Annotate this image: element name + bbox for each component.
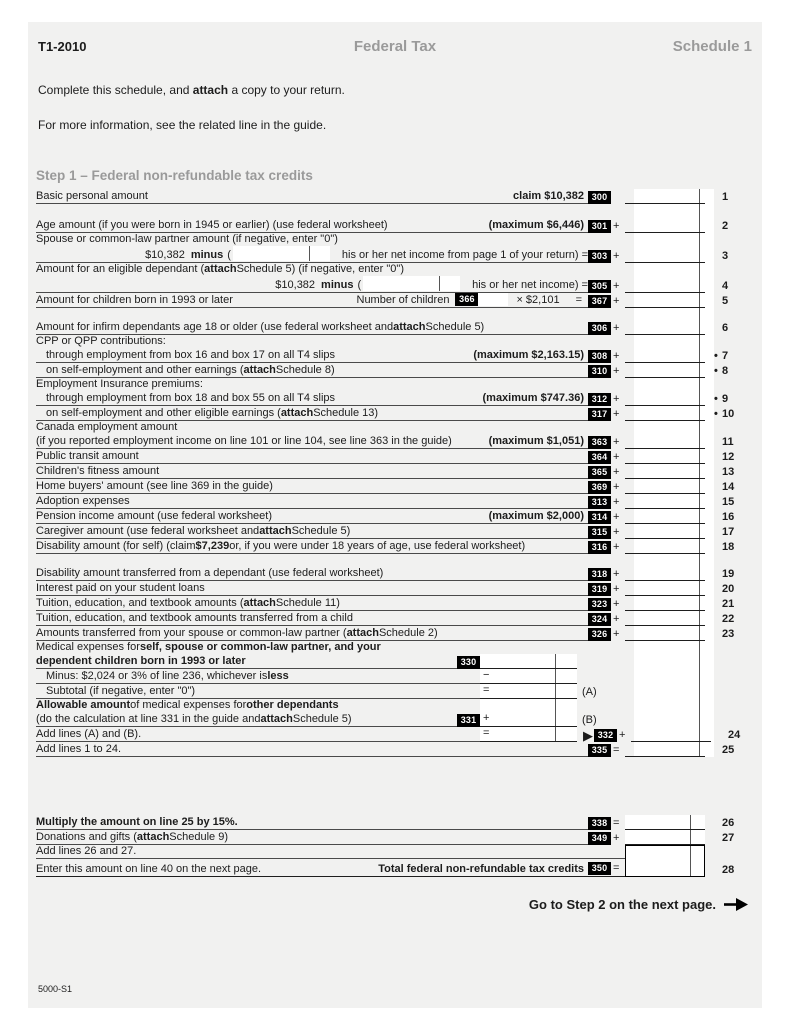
label-row xyxy=(36,233,756,246)
line-313-code-box: 313 xyxy=(588,496,611,509)
line-number-8: 8 xyxy=(722,365,729,377)
row-number xyxy=(705,598,756,611)
row-line-16 xyxy=(36,509,756,524)
line-number-2: 2 xyxy=(722,220,729,232)
row-line-14 xyxy=(36,479,756,494)
line-363-code-box: 363 xyxy=(588,436,611,449)
row-line-6 xyxy=(36,320,756,335)
line-number-18: 18 xyxy=(722,541,735,553)
line-303-amount-field[interactable] xyxy=(625,246,705,263)
medical-row xyxy=(36,669,756,684)
row-label: Tuition, education, and textbook amounts ( attach Schedule 11) xyxy=(36,596,588,611)
row-label: Add lines (A) and (B). xyxy=(36,727,456,742)
row-line-5 xyxy=(36,293,756,308)
cents-divider xyxy=(439,276,440,291)
line-315-code-box: 315 xyxy=(588,526,611,539)
row-label: Donations and gifts ( attach Schedule 9) xyxy=(36,830,588,845)
row-label: Allowable amount of medical expenses for other dependants xyxy=(36,699,339,711)
row-number xyxy=(705,466,756,479)
row-line-20 xyxy=(36,581,756,596)
row-number xyxy=(705,817,756,830)
enter-amount-label: Enter this amount on line 40 on the next page. Total federal non-refundable tax credits 350 = xyxy=(36,859,625,877)
row-number xyxy=(705,511,756,524)
minus-word: minus xyxy=(321,279,354,291)
operator-sign: + xyxy=(613,451,620,463)
operator-sign: + xyxy=(613,350,620,362)
row-label: Adoption expenses xyxy=(36,494,588,509)
line-306-amount-field[interactable] xyxy=(625,320,705,335)
row-line-25 xyxy=(36,742,756,757)
operator-sign: + xyxy=(613,568,620,580)
row-label: Subtotal (if negative, enter "0") xyxy=(36,684,456,699)
children-expression xyxy=(357,293,589,306)
tax-credits-form xyxy=(28,189,762,877)
cents-divider xyxy=(690,846,691,876)
line-number-21: 21 xyxy=(722,598,735,610)
line-330-entry-field[interactable] xyxy=(480,654,577,669)
maximum-amount-label: claim $10,382 xyxy=(513,190,584,202)
row-label: Amounts transferred from your spouse or common-law partner ( attach Schedule 2) xyxy=(36,626,588,641)
row-number xyxy=(705,250,756,263)
line-349-amount-field[interactable] xyxy=(625,830,705,845)
row-28-labels xyxy=(36,845,625,877)
number-of-children-label: Number of children xyxy=(356,294,450,306)
row-line-12 xyxy=(36,449,756,464)
cents-divider xyxy=(690,830,691,844)
line-318-amount-field[interactable] xyxy=(625,566,705,581)
line-331-entry-field[interactable] xyxy=(480,712,577,727)
row-line-1 xyxy=(36,189,756,204)
line-number-24: 24 xyxy=(728,729,741,741)
line-369-code-box: 369 xyxy=(588,481,611,494)
line-300-amount-field[interactable] xyxy=(625,189,705,204)
row-number xyxy=(705,393,756,406)
line-323-amount-field[interactable] xyxy=(625,596,705,611)
line-305-net-income-input[interactable] xyxy=(363,276,460,291)
row-line-19 xyxy=(36,566,756,581)
row-number xyxy=(705,365,756,378)
base-amount: $10,382 xyxy=(145,249,185,261)
line-363-amount-field[interactable] xyxy=(625,434,705,449)
label-row xyxy=(36,263,756,276)
row-spacer xyxy=(36,308,756,320)
line-364-amount-field[interactable] xyxy=(625,449,705,464)
line-number-26: 26 xyxy=(722,817,735,829)
row-label: Age amount (if you were born in 1945 or earlier) (use federal worksheet) (maximum $6,446) xyxy=(36,218,588,233)
label-row xyxy=(36,421,756,434)
line-305-code-box: 305 xyxy=(588,280,611,293)
row-line-3 xyxy=(36,246,756,263)
line-367-code-box: 367 xyxy=(588,295,611,308)
row-number xyxy=(711,729,762,742)
line-number-10: 10 xyxy=(722,408,735,420)
schedule-label: Schedule 1 xyxy=(672,38,752,55)
minus-word: minus xyxy=(190,249,224,261)
row-label: Tuition, education, and textbook amounts transferred from a child xyxy=(36,611,588,626)
cents-divider xyxy=(690,815,691,829)
row-number xyxy=(705,451,756,464)
intro-line-2: For more information, see the related line in the guide. xyxy=(38,118,327,132)
line-318-code-box: 318 xyxy=(588,568,611,581)
line-number-3: 3 xyxy=(722,250,729,262)
expression-tail: his or her net income) = xyxy=(472,279,588,291)
line-312-amount-field[interactable] xyxy=(625,391,705,406)
line-310-code-box: 310 xyxy=(588,365,611,378)
form-code: T1-2010 xyxy=(38,39,87,54)
label-row xyxy=(36,641,756,654)
row-label: Minus: $2,024 or 3% of line 236, whichever is less xyxy=(36,669,456,684)
row-number xyxy=(705,436,756,449)
operator-sign: − xyxy=(483,669,490,681)
row-label: Canada employment amount xyxy=(36,421,178,433)
operator-sign: = xyxy=(483,727,490,739)
operator-sign: + xyxy=(613,250,620,262)
row-label: Multiply the amount on line 25 by 15%. xyxy=(36,815,588,830)
operator-sign: + xyxy=(613,583,620,595)
row-number xyxy=(705,280,756,293)
line-number-23: 23 xyxy=(722,628,735,640)
line-319-amount-field[interactable] xyxy=(625,581,705,596)
line-319-code-box: 319 xyxy=(588,583,611,596)
row-label: Children's fitness amount xyxy=(36,464,588,479)
cents-divider xyxy=(309,246,310,261)
row-label: through employment from box 18 and box 55 on all T4 slips (maximum $747.36) xyxy=(36,391,588,406)
medical-row-tail xyxy=(577,729,756,742)
row-number xyxy=(705,628,756,641)
line-335-code-box: 335 xyxy=(588,744,611,757)
maximum-amount-label: (maximum $1,051) xyxy=(488,435,584,447)
row-line-18 xyxy=(36,539,756,554)
add-lines-26-27-label: Add lines 26 and 27. xyxy=(36,845,625,859)
row-line-23 xyxy=(36,626,756,641)
operator-sign: + xyxy=(613,613,620,625)
minus-expression xyxy=(145,246,588,261)
operator-sign: + xyxy=(613,322,620,334)
line-330-code-box: 330 xyxy=(457,656,480,669)
line-308-amount-field[interactable] xyxy=(625,348,705,363)
bullet-dot: • xyxy=(714,350,718,362)
medical-row-tail xyxy=(577,714,756,727)
row-line-27 xyxy=(36,830,756,845)
operator-sign: + xyxy=(613,526,620,538)
operator-sign: + xyxy=(613,393,620,405)
row-number xyxy=(705,295,756,308)
arrow-right-icon xyxy=(724,898,748,911)
row-line-4 xyxy=(36,276,756,293)
line-number-25: 25 xyxy=(722,744,735,756)
line-number-11: 11 xyxy=(722,436,734,448)
line-305-amount-field[interactable] xyxy=(625,276,705,293)
line-350-amount-field[interactable] xyxy=(625,845,705,877)
label-row xyxy=(36,335,756,348)
line-number-14: 14 xyxy=(722,481,735,493)
row-label: Amount for children born in 1993 or later Number of children 366 × $2,101 = xyxy=(36,293,588,308)
operator-sign: + xyxy=(613,511,620,523)
note-label: (A) xyxy=(582,686,597,698)
operator-sign: + xyxy=(613,365,620,377)
step1-heading: Step 1 – Federal non-refundable tax credits xyxy=(36,168,313,183)
line-number-6: 6 xyxy=(722,322,729,334)
medical-row xyxy=(36,684,756,699)
row-label xyxy=(36,246,588,263)
page-header xyxy=(28,22,762,55)
row-line-21 xyxy=(36,596,756,611)
row-number xyxy=(705,481,756,494)
medical-row-tail xyxy=(577,686,756,699)
note-label: (B) xyxy=(582,714,597,726)
multiply-amount-label: × $2,101 xyxy=(516,294,560,306)
row-label: Pension income amount (use federal worksheet) (maximum $2,000) xyxy=(36,509,588,524)
row-number xyxy=(705,583,756,596)
line-366-count-input[interactable] xyxy=(478,293,508,306)
line-300-code-box: 300 xyxy=(588,191,611,204)
medical-row xyxy=(36,712,756,727)
row-line-7 xyxy=(36,348,756,363)
operator-sign: = xyxy=(613,862,620,874)
medical-entry-field[interactable] xyxy=(480,684,577,699)
line-316-code-box: 316 xyxy=(588,541,611,554)
goto-step2 xyxy=(28,897,748,912)
bullet-dot: • xyxy=(714,365,718,377)
line-312-code-box: 312 xyxy=(588,393,611,406)
arrowhead-icon: ▶ xyxy=(583,728,593,743)
open-paren: ( xyxy=(227,249,231,261)
label-row xyxy=(36,378,756,391)
row-label: (do the calculation at line 331 in the guide and attach Schedule 5) xyxy=(36,712,457,727)
row-number xyxy=(705,350,756,363)
row-label: Caregiver amount (use federal worksheet and attach Schedule 5) xyxy=(36,524,588,539)
bullet-dot: • xyxy=(714,393,718,405)
row-label: Disability amount (for self) (claim $7,239 or, if you were under 18 years of age, use federal worksheet) xyxy=(36,539,588,554)
row-label: Basic personal amount claim $10,382 xyxy=(36,189,588,204)
code-op-wrap xyxy=(588,862,625,875)
operator-sign: = xyxy=(483,684,490,696)
line-number-12: 12 xyxy=(722,451,735,463)
line-number-13: 13 xyxy=(722,466,735,478)
row-label: Spouse or common-law partner amount (if negative, enter "0") xyxy=(36,233,338,245)
row-label: Interest paid on your student loans xyxy=(36,581,588,596)
row-line-10 xyxy=(36,406,756,421)
row-number xyxy=(705,191,756,204)
line-324-code-box: 324 xyxy=(588,613,611,626)
line-338-amount-field[interactable] xyxy=(625,815,705,830)
line-301-code-box: 301 xyxy=(588,220,611,233)
row-number xyxy=(705,322,756,335)
row-label: dependent children born in 1993 or later xyxy=(36,654,457,669)
line-326-amount-field[interactable] xyxy=(625,626,705,641)
line-317-code-box: 317 xyxy=(588,408,611,421)
line-number-15: 15 xyxy=(722,496,735,508)
row-line-22 xyxy=(36,611,756,626)
form-number: 5000-S1 xyxy=(38,984,73,994)
line-number-4: 4 xyxy=(722,280,729,292)
form-page xyxy=(28,22,762,1008)
line-314-code-box: 314 xyxy=(588,511,611,524)
row-label: (if you reported employment income on line 101 or line 104, see line 363 in the guide) (maximum $1,051) xyxy=(36,434,588,449)
operator-sign: = xyxy=(613,817,620,829)
maximum-amount-label: (maximum $6,446) xyxy=(488,219,584,231)
medical-entry-field[interactable] xyxy=(480,727,577,742)
row-line-24 xyxy=(36,727,756,742)
row-label: on self-employment and other eligible earnings ( attach Schedule 13) xyxy=(36,406,588,421)
line-315-amount-field[interactable] xyxy=(625,524,705,539)
medical-entry-field[interactable] xyxy=(480,669,577,684)
operator-sign: + xyxy=(613,436,620,448)
row-label: Home buyers' amount (see line 369 in the guide) xyxy=(36,479,588,494)
code-slot xyxy=(456,684,480,699)
row-number xyxy=(705,613,756,626)
label-row xyxy=(36,699,756,712)
open-paren: ( xyxy=(357,279,362,291)
row-label: Amount for infirm dependants age 18 or older (use federal worksheet and attach Schedule 5) xyxy=(36,320,588,335)
row-line-2 xyxy=(36,218,756,233)
row-line-11 xyxy=(36,434,756,449)
bullet-dot: • xyxy=(714,408,718,420)
medical-row xyxy=(36,654,756,669)
line-308-code-box: 308 xyxy=(588,350,611,363)
row-label: Public transit amount xyxy=(36,449,588,464)
line-number-7: 7 xyxy=(722,350,729,362)
operator-sign: + xyxy=(613,496,620,508)
medical-expenses-block xyxy=(36,641,756,742)
maximum-amount-label: (maximum $2,163.15) xyxy=(473,349,584,361)
line-350-code-box: 350 xyxy=(588,862,611,875)
line-331-code-box: 331 xyxy=(457,714,480,727)
row-line-28 xyxy=(36,845,756,877)
row-number xyxy=(705,541,756,554)
line-332-code-box: 332 xyxy=(594,729,617,742)
line-number-5: 5 xyxy=(722,295,729,307)
line-number-16: 16 xyxy=(722,511,735,523)
row-label: Add lines 1 to 24. xyxy=(36,742,588,757)
line-365-code-box: 365 xyxy=(588,466,611,479)
line-number-20: 20 xyxy=(722,583,735,595)
row-label: through employment from box 16 and box 17 on all T4 slips (maximum $2,163.15) xyxy=(36,348,588,363)
line-number-22: 22 xyxy=(722,613,735,625)
minus-expression xyxy=(275,276,588,291)
maximum-amount-label: (maximum $747.36) xyxy=(482,392,584,404)
row-label: on self-employment and other earnings ( attach Schedule 8) xyxy=(36,363,588,378)
row-spacer xyxy=(36,204,756,218)
row-label: Disability amount transferred from a dependant (use federal worksheet) xyxy=(36,566,588,581)
line-number-17: 17 xyxy=(722,526,735,538)
base-amount: $10,382 xyxy=(275,279,316,291)
operator-sign: + xyxy=(483,712,490,724)
row-number xyxy=(705,408,756,421)
row-label: Medical expenses for self, spouse or common-law partner, and your xyxy=(36,641,381,653)
row-line-26 xyxy=(36,815,756,830)
row-number xyxy=(705,832,756,845)
operator-sign: = xyxy=(613,744,620,756)
line-324-amount-field[interactable] xyxy=(625,611,705,626)
row-spacer xyxy=(36,757,756,815)
row-line-8 xyxy=(36,363,756,378)
line-number-19: 19 xyxy=(722,568,735,580)
line-335-amount-field[interactable] xyxy=(625,742,705,757)
operator-sign: + xyxy=(613,628,620,640)
operator-sign: + xyxy=(613,466,620,478)
line-316-amount-field[interactable] xyxy=(625,539,705,554)
operator-sign: + xyxy=(613,408,620,420)
line-369-amount-field[interactable] xyxy=(625,479,705,494)
line-306-code-box: 306 xyxy=(588,322,611,335)
line-326-code-box: 326 xyxy=(588,628,611,641)
row-number xyxy=(705,496,756,509)
row-line-9 xyxy=(36,391,756,406)
row-number xyxy=(705,568,756,581)
line-364-code-box: 364 xyxy=(588,451,611,464)
code-slot xyxy=(456,727,480,742)
operator-sign: + xyxy=(613,832,620,844)
row-label xyxy=(36,276,588,293)
operator-sign: + xyxy=(613,541,620,553)
line-310-amount-field[interactable] xyxy=(625,363,705,378)
line-number-27: 27 xyxy=(722,832,735,844)
maximum-amount-label: (maximum $2,000) xyxy=(488,510,584,522)
row-number xyxy=(705,526,756,539)
line-303-code-box: 303 xyxy=(588,250,611,263)
line-301-amount-field[interactable] xyxy=(625,218,705,233)
row-number xyxy=(705,744,756,757)
goto-step2-label: Go to Step 2 on the next page. xyxy=(528,897,716,912)
line-number-1: 1 xyxy=(722,191,729,203)
code-slot xyxy=(456,669,480,684)
total-credits-label: Total federal non-refundable tax credits xyxy=(378,863,584,875)
page-title: Federal Tax xyxy=(353,38,437,55)
row-label: Employment Insurance premiums: xyxy=(36,378,203,390)
line-332-amount-field[interactable] xyxy=(631,729,711,742)
operator-sign: + xyxy=(613,295,620,307)
operator-sign: + xyxy=(613,220,620,232)
line-349-code-box: 349 xyxy=(588,832,611,845)
line-303-net-income-input[interactable] xyxy=(233,246,330,261)
line-367-amount-field[interactable] xyxy=(625,293,705,308)
intro-line-1: Complete this schedule, and attach a copy to your return. xyxy=(38,83,345,97)
line-366-code-box: 366 xyxy=(455,293,478,306)
row-label: CPP or QPP contributions: xyxy=(36,335,166,347)
expression-tail: his or her net income from page 1 of your return) = xyxy=(341,249,588,261)
main-rows xyxy=(36,189,756,757)
row-number xyxy=(705,864,756,877)
row-line-15 xyxy=(36,494,756,509)
line-number-9: 9 xyxy=(722,393,729,405)
line-number-28: 28 xyxy=(722,864,735,876)
row-line-13 xyxy=(36,464,756,479)
row-spacer xyxy=(36,554,756,566)
row-line-17 xyxy=(36,524,756,539)
line-338-code-box: 338 xyxy=(588,817,611,830)
operator-sign: + xyxy=(619,729,626,741)
equals-sign: = xyxy=(575,294,582,306)
operator-sign: + xyxy=(613,280,620,292)
row-number xyxy=(705,220,756,233)
line-313-amount-field[interactable] xyxy=(625,494,705,509)
line-365-amount-field[interactable] xyxy=(625,464,705,479)
line-317-amount-field[interactable] xyxy=(625,406,705,421)
line-323-code-box: 323 xyxy=(588,598,611,611)
line-314-amount-field[interactable] xyxy=(625,509,705,524)
operator-sign: + xyxy=(613,598,620,610)
operator-sign: + xyxy=(613,481,620,493)
row-label: Amount for an eligible dependant ( attach Schedule 5) (if negative, enter "0") xyxy=(36,263,404,275)
